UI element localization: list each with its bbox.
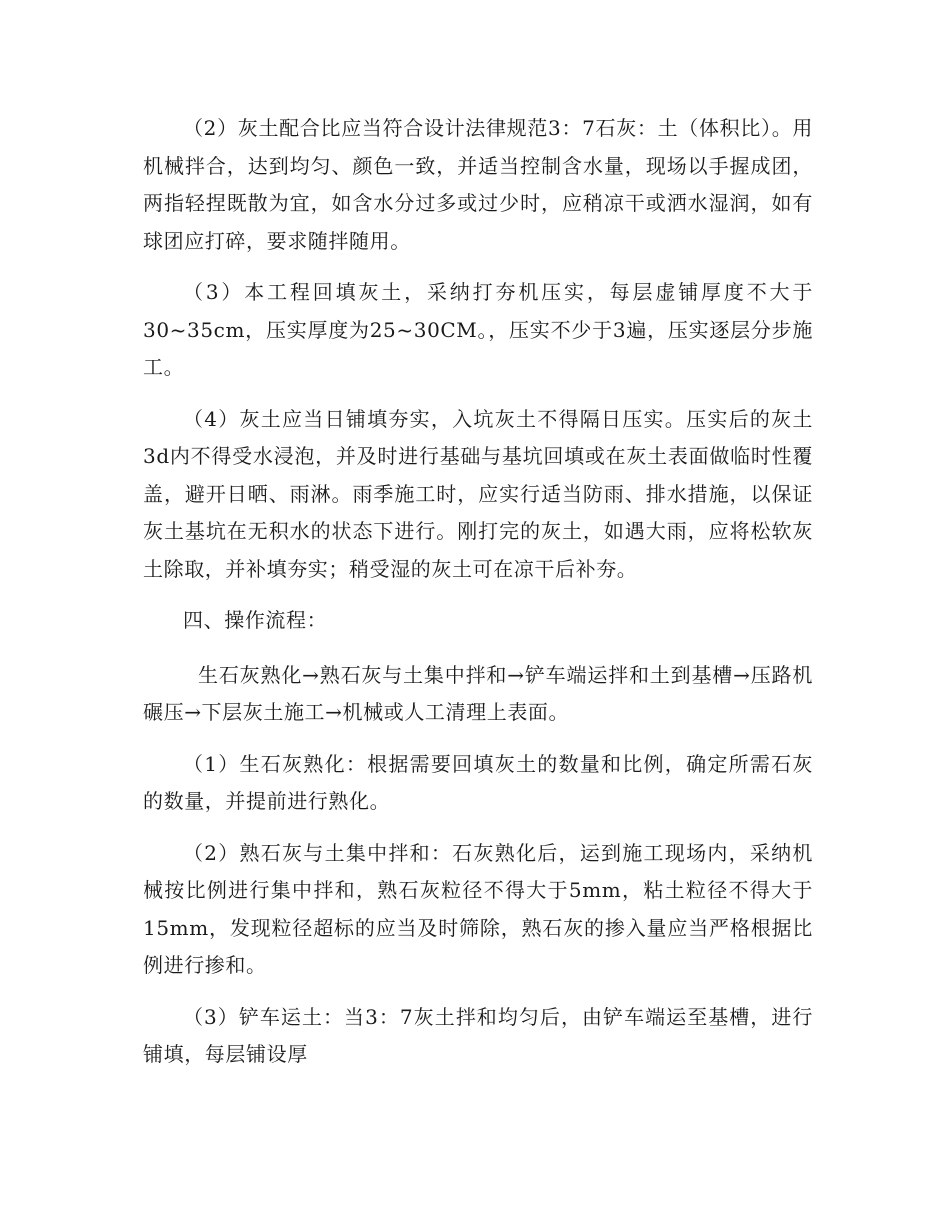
paragraph-quicklime-slaking: （1）生石灰熟化：根据需要回填灰土的数量和比例，确定所需石灰的数量，并提前进行熟化。 [143,751,813,813]
paragraph-backfill-compaction: （3）本工程回填灰土，采纳打夯机压实，每层虚铺厚度不大于30~35cm，压实厚度为25~30CM。，压实不少于3遍，压实逐层分步施工。 [143,280,813,379]
paragraph-process-flow: 生石灰熟化→熟石灰与土集中拌和→铲车端运拌和土到基槽→压路机碾压→下层灰土施工→机械或人工清理上表面。 [143,662,813,724]
paragraph-same-day-tamping: （4）灰土应当日铺填夯实，入坑灰土不得隔日压实。压实后的灰土3d内不得受水浸泡，并及时进行基础与基坑回填或在灰土表面做临时性覆盖，避开日晒、雨淋。雨季施工时，应实行适当防雨、排水措施，以保证灰土基坑在无积水的状态下进行。刚打完的灰土，如遇大雨，应将松软灰土除取，并补填夯实；稍受湿的灰土可在凉干后补夯。 [143,406,813,581]
paragraph-centralized-mixing: （2）熟石灰与土集中拌和：石灰熟化后，运到施工现场内，采纳机械按比例进行集中拌和，熟石灰粒径不得大于5mm，粘土粒径不得大于15mm，发现粒径超标的应当及时筛除，熟石灰的掺入量应当严格根据比例进行掺和。 [143,840,813,977]
paragraph-lime-soil-ratio: （2）灰土配合比应当符合设计法律规范3：7石灰：土（体积比）。用机械拌合，达到均匀、颜色一致，并适当控制含水量，现场以手握成团，两指轻捏既散为宜，如含水分过多或过少时，应稍凉干或洒水湿润，如有球团应打碎，要求随拌随用。 [143,116,813,253]
paragraph-loader-transport: （3）铲车运土：当3：7灰土拌和均匀后，由铲车端运至基槽，进行铺填，每层铺设厚 [143,1004,813,1066]
document-body [143,110,813,1074]
section-heading-operation-flow: 四、操作流程： [183,608,328,632]
